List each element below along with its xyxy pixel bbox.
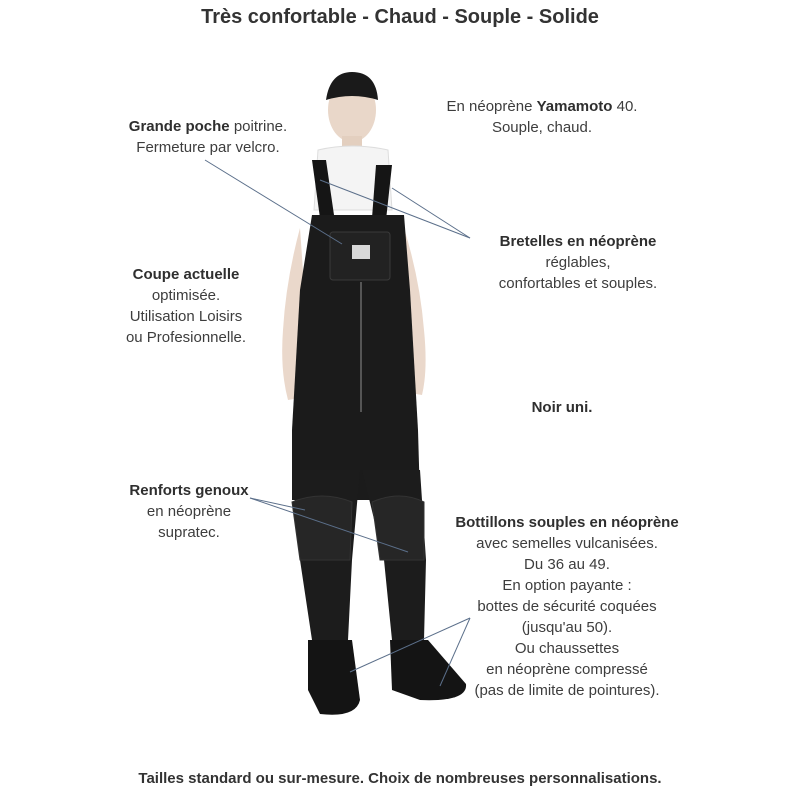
pocket-label-rest: poitrine. — [229, 118, 288, 135]
boots-line: Ou chaussettes — [514, 640, 620, 657]
pocket-logo — [352, 245, 370, 259]
knees-line3: supratec. — [158, 524, 220, 541]
left-boot — [308, 640, 360, 715]
straps-line2: réglables, — [545, 254, 611, 271]
left-knee-pad — [292, 496, 352, 560]
boots-label-bold: Bottillons souples en néoprène — [455, 514, 679, 531]
boots-line: avec semelles vulcanisées. — [476, 535, 658, 552]
annotation-straps — [462, 231, 694, 294]
cut-label-bold: Coupe actuelle — [132, 266, 240, 283]
annotation-color — [500, 397, 624, 418]
boots-line: En option payante : — [502, 577, 632, 594]
annotation-material — [424, 96, 660, 138]
material-suffix: 40. — [612, 98, 638, 115]
boots-line: (pas de limite de pointures). — [474, 682, 660, 699]
annotation-cut — [100, 264, 272, 348]
material-prefix: En néoprène — [446, 98, 537, 115]
beanie — [326, 72, 378, 100]
cut-line4: ou Profesionnelle. — [125, 329, 247, 346]
boots-line: Du 36 au 49. — [524, 556, 610, 573]
straps-line3: confortables et souples. — [498, 275, 658, 292]
boots-line: (jusqu'au 50). — [521, 619, 613, 636]
footer-text: Tailles standard ou sur-mesure. Choix de nombreuses personnalisations. — [138, 770, 662, 787]
material-brand: Yamamoto — [536, 98, 613, 115]
material-line2: Souple, chaud. — [491, 119, 593, 136]
pocket-label-bold: Grande poche — [128, 118, 230, 135]
right-knee-pad — [372, 496, 424, 560]
straps-label-bold: Bretelles en néoprène — [499, 233, 657, 250]
page-title: Très confortable - Chaud - Souple - Solide — [201, 6, 599, 28]
boots-line: en néoprène compressé — [486, 661, 648, 678]
annotation-pocket — [108, 116, 308, 158]
pocket-line2: Fermeture par velcro. — [136, 139, 280, 156]
annotation-knees — [104, 480, 274, 543]
cut-line2: optimisée. — [151, 287, 221, 304]
knees-line2: en néoprène — [146, 503, 232, 520]
color-label-bold: Noir uni. — [531, 399, 593, 416]
boots-line: bottes de sécurité coquées — [477, 598, 657, 615]
cut-line3: Utilisation Loisirs — [129, 308, 243, 325]
knees-label-bold: Renforts genoux — [129, 482, 249, 499]
annotation-boots — [436, 512, 698, 701]
